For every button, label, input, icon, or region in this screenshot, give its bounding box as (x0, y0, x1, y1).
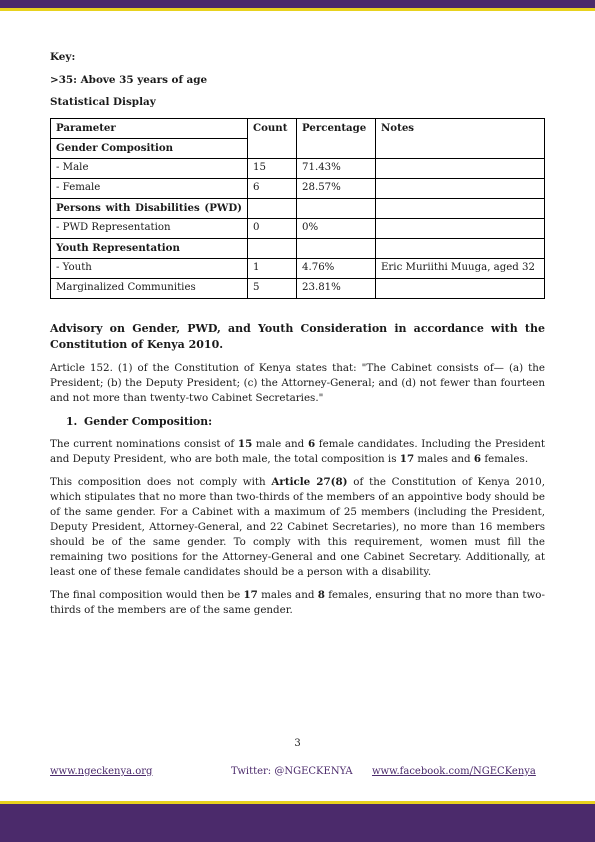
table-row (51, 278, 545, 298)
empty-cell (376, 238, 545, 258)
text-span: males and (414, 453, 474, 465)
total-female-count: 6 (473, 453, 482, 465)
row-label-female: - Female (51, 178, 248, 198)
text-span: females, ensuring that no more than two-thirds of the members are of the same gender. (50, 589, 545, 616)
header-percentage: Percentage (297, 118, 376, 158)
advisory-heading: Advisory on Gender, PWD, and Youth Consideration in accordance with the Constitution of Kenya 2010. (50, 321, 545, 351)
header-count: Count (248, 118, 297, 158)
text-span: female candidates. Including the President and Deputy President, who are both male, the total composition is (50, 438, 545, 465)
table-row (51, 198, 545, 218)
page-number: 3 (294, 738, 301, 749)
row-pct-marginalized: 23.81% (297, 278, 376, 298)
text-span: males and (257, 589, 318, 601)
empty-cell (297, 198, 376, 218)
empty-cell (297, 238, 376, 258)
row-count-marginalized: 5 (248, 278, 297, 298)
row-count-pwd: 0 (248, 218, 297, 238)
header-notes: Notes (376, 118, 545, 158)
row-notes-male (376, 158, 545, 178)
table-row (51, 158, 545, 178)
section-youth: Youth Representation (51, 238, 248, 258)
text-span: The final composition would then be (50, 589, 244, 601)
total-male-count: 17 (399, 453, 415, 465)
row-pct-pwd: 0% (297, 218, 376, 238)
row-count-male: 15 (248, 158, 297, 178)
empty-cell (376, 198, 545, 218)
final-female-count: 8 (317, 589, 325, 601)
row-label-pwd: - PWD Representation (51, 218, 248, 238)
row-notes-female (376, 178, 545, 198)
table-row (51, 178, 545, 198)
website-link[interactable]: www.ngeckenya.org (50, 766, 153, 777)
list-item (66, 414, 545, 430)
female-count: 6 (307, 438, 316, 450)
header-parameter: Parameter (51, 118, 248, 138)
twitter-handle: Twitter: @NGECKENYA (231, 766, 353, 777)
table-row (51, 258, 545, 278)
compliance-paragraph (50, 475, 545, 580)
row-label-male: - Male (51, 158, 248, 178)
table-row (51, 238, 545, 258)
article-paragraph: Article 152. (1) of the Constitution of Kenya states that: "The Cabinet consists of— (a) the President; (b) the Deputy President; (c) the Attorney-General; and (d) not fewer than fourteen and not more than twenty-two Cabinet Secretaries." (50, 361, 545, 404)
key-title: Key: (50, 51, 76, 63)
row-pct-youth: 4.76% (297, 258, 376, 278)
row-label-youth: - Youth (51, 258, 248, 278)
table-header-row (51, 118, 545, 138)
row-count-female: 6 (248, 178, 297, 198)
text-span: The current nominations consist of (50, 438, 238, 450)
page-content (50, 50, 545, 626)
text-span: females. (481, 453, 529, 465)
key-item: >35: Above 35 years of age (50, 73, 208, 86)
male-count: 15 (237, 438, 253, 450)
list-title: Gender Composition: (84, 414, 213, 428)
empty-cell (248, 238, 297, 258)
section-gender: Gender Composition (51, 138, 248, 158)
row-notes-youth: Eric Muriithi Muuga, aged 32 (376, 258, 545, 278)
article-reference: Article 27(8) (271, 476, 348, 488)
section-pwd (51, 198, 248, 218)
final-composition-paragraph (50, 588, 545, 618)
row-notes-marginalized (376, 278, 545, 298)
final-male-count: 17 (243, 589, 258, 601)
statistical-display-title: Statistical Display (50, 96, 156, 108)
row-notes-pwd (376, 218, 545, 238)
table-row (51, 218, 545, 238)
row-pct-male: 71.43% (297, 158, 376, 178)
top-band (0, 0, 595, 8)
row-pct-female: 28.57% (297, 178, 376, 198)
top-accent-line (0, 8, 595, 11)
statistics-table (50, 118, 545, 299)
bottom-band (0, 804, 595, 842)
section-pwd-label: Persons with Disabilities (PWD) (56, 201, 242, 214)
text-span: This composition does not comply with (50, 476, 272, 488)
facebook-link[interactable]: www.facebook.com/NGECKenya (372, 766, 536, 777)
empty-cell (248, 198, 297, 218)
row-count-youth: 1 (248, 258, 297, 278)
composition-paragraph (50, 437, 545, 467)
list-number: 1. (66, 414, 78, 428)
text-span: male and (252, 438, 308, 450)
text-span: of the Constitution of Kenya 2010, which stipulates that no more than two-thirds of the members of an appointive body should be of the same gender. For a Cabinet with a maximum of 25 members (including the President, Deputy President, Attorney-General, and 22 Cabinet Secretaries), no more than 16 members should be of the same gender. To comply with this requirement, women must fill the remaining two positions for the Attorney-General and one Cabinet Secretary. Additionally, at least one of these female candidates should be a person with a disability. (50, 476, 545, 578)
row-label-marginalized: Marginalized Communities (51, 278, 248, 298)
